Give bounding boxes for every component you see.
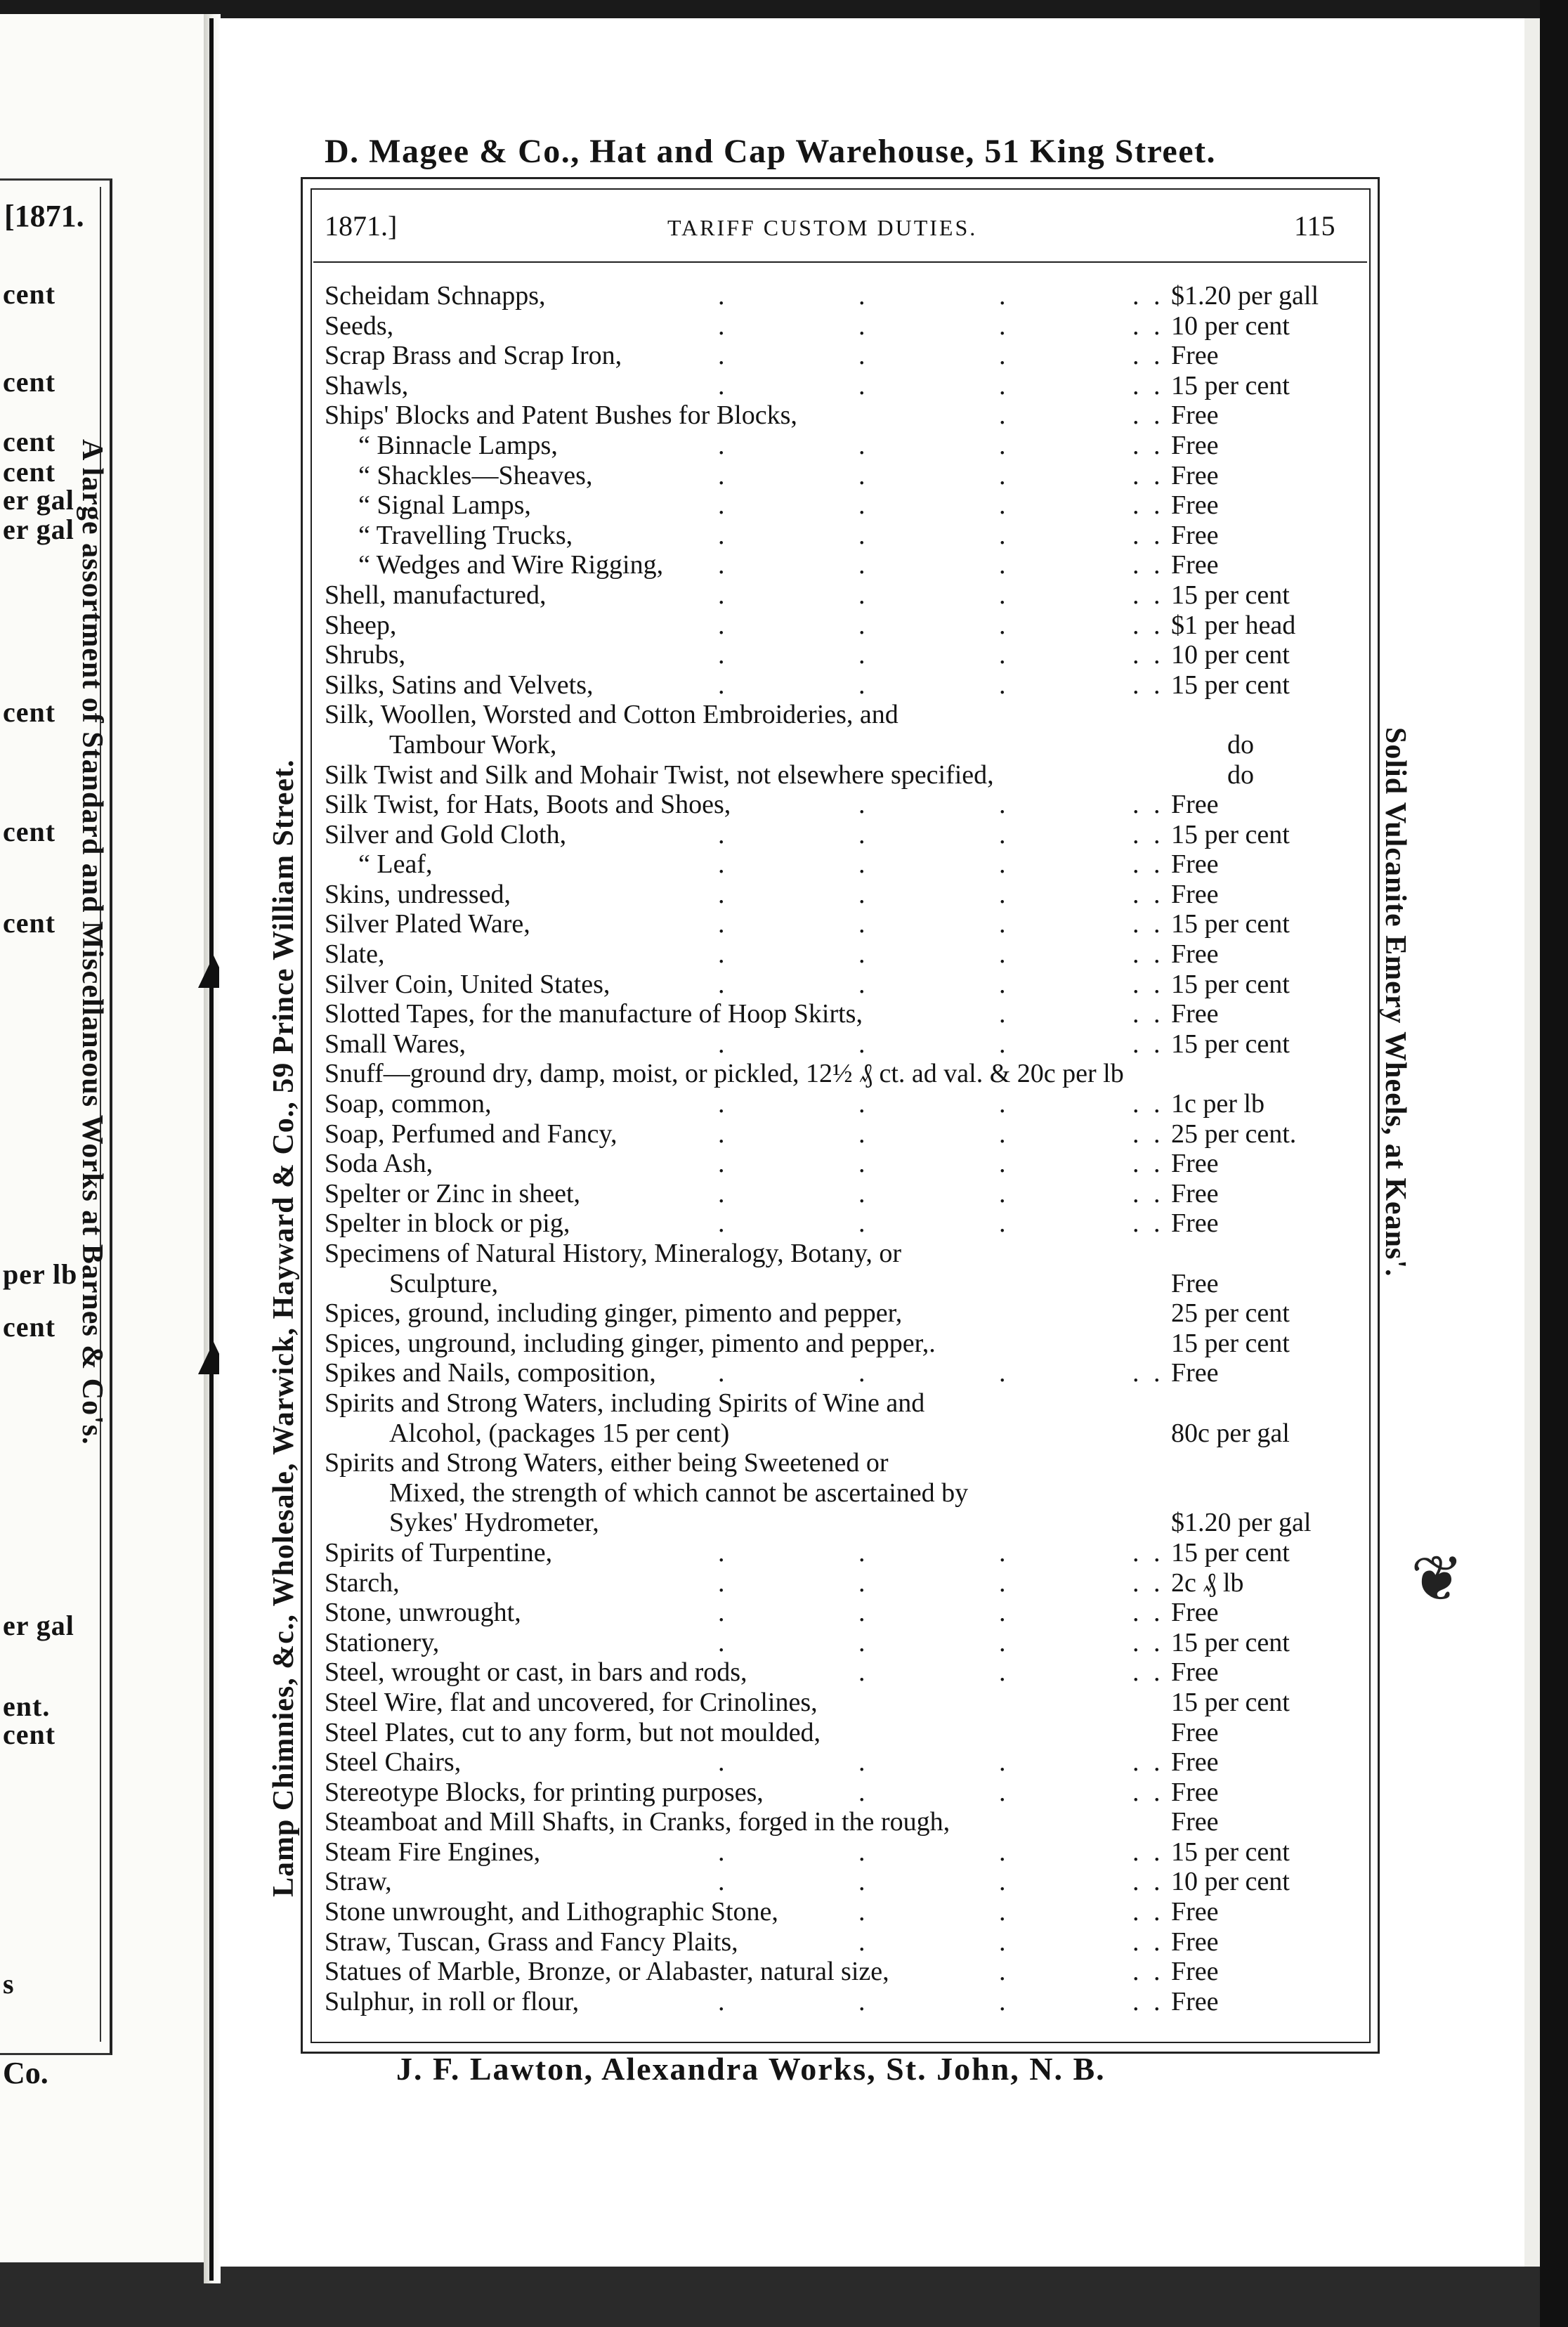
leader-dots: . . . . . xyxy=(718,1358,1161,1388)
tariff-item: Spelter or Zinc in sheet, xyxy=(325,1178,581,1208)
tariff-duty: Free xyxy=(1171,1777,1219,1807)
tariff-duty: Free xyxy=(1171,1178,1219,1208)
tariff-row xyxy=(325,431,1357,461)
adjacent-page-fragment: ent. xyxy=(3,1690,51,1722)
tariff-row xyxy=(325,1837,1357,1868)
tariff-item: Mixed, the strength of which cannot be ascertained by xyxy=(389,1478,969,1508)
tariff-row xyxy=(325,1778,1357,1808)
tariff-row xyxy=(325,700,1357,730)
leader-dots: . . . . . xyxy=(718,281,1161,311)
tariff-row xyxy=(325,1149,1357,1179)
tariff-item: Starch, xyxy=(325,1567,400,1598)
tariff-duty: Free xyxy=(1171,849,1219,880)
tariff-item: “ Binnacle Lamps, xyxy=(358,430,558,460)
tariff-row xyxy=(325,1298,1357,1329)
tariff-row xyxy=(325,311,1357,341)
scan-edge xyxy=(0,0,1568,18)
tariff-row xyxy=(325,1807,1357,1837)
leader-dots: . . . . . xyxy=(718,370,1161,400)
tariff-item: Stationery, xyxy=(325,1627,440,1657)
tariff-item: Steamboat and Mill Shafts, in Cranks, forged in the rough, xyxy=(325,1807,950,1837)
vertical-advert-keans: Solid Vulcanite Emery Wheels, at Keans'. xyxy=(1379,727,1411,1277)
tariff-row xyxy=(325,640,1357,670)
tariff-duty: 15 per cent xyxy=(1171,1537,1290,1567)
adjacent-page-fragment: cent xyxy=(3,1719,56,1750)
tariff-item: Shawls, xyxy=(325,370,409,400)
tariff-item: Silks, Satins and Velvets, xyxy=(325,670,594,700)
tariff-duty: Free xyxy=(1171,490,1219,521)
tariff-duty: 80c per gal xyxy=(1171,1418,1290,1448)
tariff-item: Steam Fire Engines, xyxy=(325,1837,541,1867)
leader-dots: . . . . . xyxy=(718,1029,1161,1059)
tariff-duty: 15 per cent xyxy=(1171,1837,1290,1867)
tariff-duty: 15 per cent xyxy=(1171,969,1290,999)
tariff-item: Steel Plates, cut to any form, but not moulded, xyxy=(325,1717,821,1747)
tariff-duty: 1c per lb xyxy=(1171,1089,1265,1119)
tariff-row xyxy=(325,1179,1357,1209)
tariff-duty: $1.20 per gall xyxy=(1171,281,1319,311)
tariff-item: Spirits of Turpentine, xyxy=(325,1537,553,1567)
tariff-row xyxy=(325,1867,1357,1897)
tariff-row xyxy=(325,1598,1357,1628)
tariff-row xyxy=(325,521,1357,551)
tariff-row xyxy=(325,1987,1357,2017)
tariff-item: Steel, wrought or cast, in bars and rods, xyxy=(325,1657,747,1688)
leader-dots: . . . . . xyxy=(718,1567,1161,1598)
tariff-item: Slotted Tapes, for the manufacture of Hoop Skirts, xyxy=(325,999,863,1029)
tariff-row xyxy=(325,1897,1357,1927)
tariff-duty: 10 per cent xyxy=(1171,311,1290,341)
tariff-row xyxy=(325,1239,1357,1269)
ink-mark: ❦ xyxy=(1411,1545,1464,1615)
tariff-row xyxy=(325,790,1357,820)
tariff-row xyxy=(325,1508,1357,1538)
page-number: 115 xyxy=(1294,210,1335,242)
tariff-duty: 15 per cent xyxy=(1171,580,1290,610)
tariff-row xyxy=(325,1688,1357,1718)
tariff-duty: 15 per cent xyxy=(1171,1687,1290,1717)
header-rule xyxy=(313,261,1367,263)
adjacent-page-fragment: cent xyxy=(3,816,56,847)
tariff-row xyxy=(325,490,1357,521)
tariff-duty: 15 per cent xyxy=(1171,909,1290,939)
leader-dots: . . . . . xyxy=(718,1208,1161,1239)
tariff-duty: do xyxy=(1227,729,1254,760)
leader-dots: . . . . . xyxy=(718,1837,1161,1867)
leader-dots: . . . . . xyxy=(718,311,1161,341)
tariff-item: Silk, Woollen, Worsted and Cotton Embroideries, and xyxy=(325,700,899,730)
tariff-item: Scrap Brass and Scrap Iron, xyxy=(325,341,622,371)
tariff-row xyxy=(325,820,1357,850)
tariff-duty: $1 per head xyxy=(1171,610,1296,640)
tariff-row xyxy=(325,880,1357,910)
tariff-duty: Free xyxy=(1171,790,1219,820)
vertical-advert-barnes: A large assortment of Standard and Miscellaneous Works at Barnes & Co's. xyxy=(76,439,108,1445)
tariff-row xyxy=(325,1269,1357,1299)
leader-dots: . . . . . xyxy=(718,969,1161,999)
leader-dots: . . . . . xyxy=(718,580,1161,610)
tariff-duty: Free xyxy=(1171,939,1219,970)
leader-dots: . . . . . xyxy=(718,1747,1161,1778)
tariff-duty: Free xyxy=(1171,341,1219,371)
tariff-item: Small Wares, xyxy=(325,1029,466,1059)
tariff-row xyxy=(325,670,1357,700)
adjacent-page-fragment: er gal xyxy=(3,1610,74,1641)
tariff-item: Soap, Perfumed and Fancy, xyxy=(325,1119,618,1149)
leader-dots: . . . . . xyxy=(718,1867,1161,1897)
tariff-item: Shell, manufactured, xyxy=(325,580,547,610)
running-head-year: 1871.] xyxy=(325,210,398,242)
tariff-duty: Free xyxy=(1171,550,1219,580)
tariff-duty: Free xyxy=(1171,1208,1219,1239)
tariff-row xyxy=(325,1089,1357,1119)
tariff-item: Stone, unwrought, xyxy=(325,1598,521,1628)
tariff-duty: Free xyxy=(1171,1717,1219,1747)
leader-dots: . . . . . xyxy=(718,460,1161,490)
leader-dots: . . . . . xyxy=(718,550,1161,580)
tariff-row xyxy=(325,760,1357,790)
tariff-item: “ Signal Lamps, xyxy=(358,490,531,521)
tariff-duty: Free xyxy=(1171,400,1219,431)
tariff-duty: Free xyxy=(1171,430,1219,460)
leader-dots: . . . . . xyxy=(718,1119,1161,1149)
leader-dots: . . . . . xyxy=(718,1627,1161,1657)
leader-dots: . . . xyxy=(999,999,1161,1029)
tariff-row xyxy=(325,611,1357,641)
tariff-duty: Free xyxy=(1171,1268,1219,1298)
tariff-item: Alcohol, (packages 15 per cent) xyxy=(389,1418,730,1448)
tariff-row xyxy=(325,1059,1357,1089)
leader-dots: . . . . xyxy=(858,790,1161,820)
tariff-row xyxy=(325,341,1357,371)
tariff-item: Spikes and Nails, composition, xyxy=(325,1358,656,1388)
tariff-row xyxy=(325,1568,1357,1598)
tariff-item: Soda Ash, xyxy=(325,1149,433,1179)
adjacent-page-year: [1871. xyxy=(4,199,84,233)
tariff-row xyxy=(325,970,1357,1000)
tariff-row xyxy=(325,1448,1357,1478)
page-edge xyxy=(1524,18,1540,2267)
tariff-duty: Free xyxy=(1171,1747,1219,1778)
adjacent-page-fragment: cent xyxy=(3,426,56,457)
adjacent-page-bottom-text: Co. xyxy=(3,2056,48,2090)
tariff-item: Sulphur, in roll or flour, xyxy=(325,1986,580,2016)
tariff-row xyxy=(325,550,1357,580)
tariff-duty: Free xyxy=(1171,999,1219,1029)
adjacent-page-fragment: cent xyxy=(3,456,56,488)
leader-dots: . . . . . xyxy=(718,1537,1161,1567)
tariff-item: Sheep, xyxy=(325,610,397,640)
tariff-item: Steel Wire, flat and uncovered, for Crinolines, xyxy=(325,1687,818,1717)
tariff-duty: Free xyxy=(1171,1657,1219,1688)
leader-dots: . . . . . xyxy=(718,610,1161,640)
adjacent-page-fragment: cent xyxy=(3,907,56,939)
leader-dots: . . . . . xyxy=(718,670,1161,700)
adjacent-page-fragment: cent xyxy=(3,1311,56,1343)
tariff-item: “ Travelling Trucks, xyxy=(358,520,573,550)
adjacent-page-fragment: er gal xyxy=(3,484,74,516)
tariff-row xyxy=(325,939,1357,970)
leader-dots: . . . . . xyxy=(718,640,1161,670)
tariff-item: Straw, xyxy=(325,1867,392,1897)
leader-dots: . . . . . xyxy=(718,1598,1161,1628)
tariff-item: Tambour Work, xyxy=(389,729,557,760)
tariff-item: Silk Twist and Silk and Mohair Twist, not elsewhere specified, xyxy=(325,760,994,790)
tariff-item: Specimens of Natural History, Mineralogy, Botany, or xyxy=(325,1239,902,1268)
tariff-duty: Free xyxy=(1171,1149,1219,1179)
leader-dots: . . . . . xyxy=(718,879,1161,909)
tariff-row xyxy=(325,1119,1357,1149)
tariff-row xyxy=(325,999,1357,1029)
leader-dots: . . . . . xyxy=(718,341,1161,371)
tariff-duty: 10 per cent xyxy=(1171,640,1290,670)
header-advert: D. Magee & Co., Hat and Cap Warehouse, 51 King Street. xyxy=(325,133,1216,170)
tariff-item: Ships' Blocks and Patent Bushes for Blocks, xyxy=(325,400,797,431)
tariff-row xyxy=(325,1747,1357,1778)
tariff-item: Silk Twist, for Hats, Boots and Shoes, xyxy=(325,790,731,820)
tariff-table xyxy=(325,281,1357,2016)
tariff-duty: 15 per cent xyxy=(1171,1328,1290,1358)
tariff-duty: Free xyxy=(1171,460,1219,490)
adjacent-page-fragment: cent xyxy=(3,696,56,728)
tariff-row xyxy=(325,1208,1357,1239)
tariff-row xyxy=(325,730,1357,760)
tariff-duty: $1.20 per gal xyxy=(1171,1508,1312,1538)
tariff-item: Spelter in block or pig, xyxy=(325,1208,570,1239)
tariff-row xyxy=(325,849,1357,880)
tariff-duty: Free xyxy=(1171,520,1219,550)
tariff-row xyxy=(325,281,1357,311)
tariff-duty: 2c ₰ lb xyxy=(1171,1567,1244,1598)
tariff-row xyxy=(325,1029,1357,1060)
tariff-row xyxy=(325,461,1357,491)
running-head-title: TARIFF CUSTOM DUTIES. xyxy=(667,215,978,240)
leader-dots: . . . . . xyxy=(718,939,1161,970)
tariff-item: Spirits and Strong Waters, including Spirits of Wine and xyxy=(325,1388,925,1418)
leader-dots: . . . . xyxy=(858,1777,1161,1807)
tariff-duty: Free xyxy=(1171,1986,1219,2016)
tariff-row xyxy=(325,1957,1357,1987)
tariff-duty: 10 per cent xyxy=(1171,1867,1290,1897)
leader-dots: . . . . . xyxy=(718,909,1161,939)
adjacent-page-fragment: per lb xyxy=(3,1258,78,1290)
tariff-row xyxy=(325,1329,1357,1359)
tariff-duty: Free xyxy=(1171,1957,1219,1987)
scan-edge-right xyxy=(1540,0,1568,2327)
tariff-duty: 15 per cent xyxy=(1171,670,1290,700)
tariff-row xyxy=(325,1538,1357,1568)
tariff-item: Scheidam Schnapps, xyxy=(325,281,546,311)
tariff-item: Sculpture, xyxy=(389,1268,499,1298)
vertical-advert-warwick: Lamp Chimnies, &c., Wholesale, Warwick, Hayward & Co., 59 Prince William Street. xyxy=(268,759,300,1897)
tariff-row xyxy=(325,371,1357,401)
leader-dots: . . . . . xyxy=(718,849,1161,880)
tariff-duty: Free xyxy=(1171,879,1219,909)
tariff-item: “ Wedges and Wire Rigging, xyxy=(358,550,664,580)
tariff-item: Snuff—ground dry, damp, moist, or pickled, 12½ ₰ ct. ad val. & 20c per lb xyxy=(325,1059,1124,1089)
tariff-item: Straw, Tuscan, Grass and Fancy Plaits, xyxy=(325,1927,738,1957)
tariff-item: Sykes' Hydrometer, xyxy=(389,1508,599,1538)
tariff-item: Silver Coin, United States, xyxy=(325,969,610,999)
leader-dots: . . . . xyxy=(858,1927,1161,1957)
leader-dots: . . . . . xyxy=(718,520,1161,550)
leader-dots: . . . . . xyxy=(718,1149,1161,1179)
tariff-item: Spirits and Strong Waters, either being Sweetened or xyxy=(325,1448,889,1478)
adjacent-page-fragment: er gal xyxy=(3,514,74,545)
leader-dots: . . . . . xyxy=(718,1178,1161,1208)
tariff-row xyxy=(325,1628,1357,1658)
tariff-duty: Free xyxy=(1171,1598,1219,1628)
tariff-item: Stereotype Blocks, for printing purposes, xyxy=(325,1777,764,1807)
tariff-duty: Free xyxy=(1171,1807,1219,1837)
tariff-item: Statues of Marble, Bronze, or Alabaster, natural size, xyxy=(325,1957,889,1987)
tariff-duty: 15 per cent xyxy=(1171,819,1290,849)
tariff-item: Shrubs, xyxy=(325,640,406,670)
leader-dots: . . . . . xyxy=(718,819,1161,849)
tariff-item: Spices, unground, including ginger, pimento and pepper,. xyxy=(325,1328,936,1358)
tariff-item: “ Leaf, xyxy=(358,849,433,880)
tariff-duty: 25 per cent. xyxy=(1171,1119,1297,1149)
tariff-duty: Free xyxy=(1171,1897,1219,1927)
tariff-row xyxy=(325,909,1357,939)
tariff-row xyxy=(325,1478,1357,1508)
leader-dots: . . . xyxy=(999,400,1161,431)
tariff-item: Stone unwrought, and Lithographic Stone, xyxy=(325,1897,778,1927)
tariff-row xyxy=(325,1419,1357,1449)
leader-dots: . . . . xyxy=(858,1657,1161,1688)
gutter-rule xyxy=(209,18,214,2281)
tariff-row xyxy=(325,1718,1357,1748)
adjacent-page-fragment: cent xyxy=(3,366,56,398)
tariff-duty: 15 per cent xyxy=(1171,1627,1290,1657)
tariff-row xyxy=(325,400,1357,431)
leader-dots: . . . . . xyxy=(718,490,1161,521)
adjacent-page-fragment: s xyxy=(3,1968,15,2000)
tariff-row xyxy=(325,1388,1357,1419)
tariff-item: Steel Chairs, xyxy=(325,1747,462,1778)
tariff-item: Seeds, xyxy=(325,311,394,341)
tariff-item: Slate, xyxy=(325,939,385,970)
leader-dots: . . . xyxy=(999,1957,1161,1987)
tariff-row xyxy=(325,1657,1357,1688)
tariff-duty: do xyxy=(1227,760,1254,790)
tariff-item: “ Shackles—Sheaves, xyxy=(358,460,593,490)
tariff-item: Soap, common, xyxy=(325,1089,492,1119)
leader-dots: . . . . xyxy=(858,1897,1161,1927)
tariff-duty: 25 per cent xyxy=(1171,1298,1290,1329)
tariff-duty: 15 per cent xyxy=(1171,1029,1290,1059)
tariff-row xyxy=(325,1358,1357,1388)
footer-advert: J. F. Lawton, Alexandra Works, St. John, N. B. xyxy=(396,2051,1106,2087)
tariff-row xyxy=(325,580,1357,611)
tariff-duty: Free xyxy=(1171,1927,1219,1957)
adjacent-page-fragment: cent xyxy=(3,278,56,310)
tariff-item: Spices, ground, including ginger, pimento and pepper, xyxy=(325,1298,903,1329)
leader-dots: . . . . . xyxy=(718,1089,1161,1119)
tariff-duty: 15 per cent xyxy=(1171,370,1290,400)
tariff-item: Silver and Gold Cloth, xyxy=(325,819,567,849)
tariff-row xyxy=(325,1927,1357,1957)
tariff-item: Silver Plated Ware, xyxy=(325,909,530,939)
leader-dots: . . . . . xyxy=(718,1986,1161,2016)
tariff-duty: Free xyxy=(1171,1358,1219,1388)
leader-dots: . . . . . xyxy=(718,430,1161,460)
tariff-item: Skins, undressed, xyxy=(325,879,511,909)
